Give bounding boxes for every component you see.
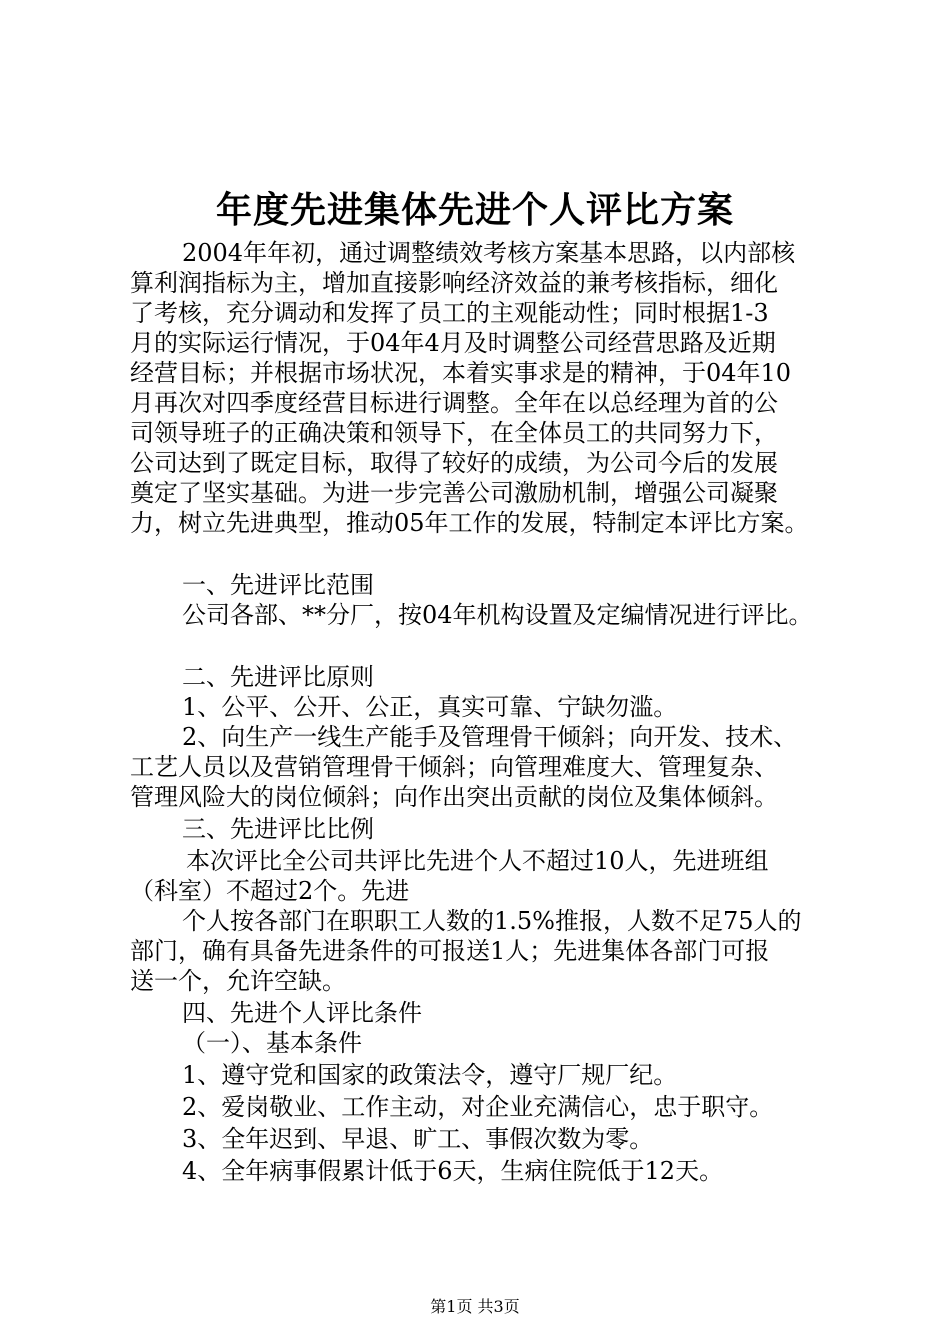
paragraph-line: 1、公平、公开、公正，真实可靠、宁缺勿滥。 <box>182 693 678 721</box>
paragraph-line: 月再次对四季度经营目标进行调整。全年在以总经理为首的公 <box>130 389 778 417</box>
list-item: 2、爱岗敬业、工作主动，对企业充满信心，忠于职守。 <box>182 1093 774 1121</box>
section-heading: 三、先进评比比例 <box>182 815 374 843</box>
list-item: 3、全年迟到、早退、旷工、事假次数为零。 <box>182 1125 654 1153</box>
paragraph-line: 了考核，充分调动和发挥了员工的主观能动性；同时根据1-3 <box>130 299 769 327</box>
subsection-heading: （一）、基本条件 <box>182 1029 362 1057</box>
page-footer: 第1页 共3页 <box>430 1297 520 1316</box>
paragraph-line: 公司达到了既定目标，取得了较好的成绩，为公司今后的发展 <box>130 449 778 477</box>
paragraph-line: （科室）不超过2个。先进 <box>130 877 410 905</box>
paragraph-line: 公司各部、**分厂，按04年机构设置及定编情况进行评比。 <box>182 601 813 629</box>
paragraph-line: 部门，确有具备先进条件的可报送1人；先进集体各部门可报 <box>130 937 770 965</box>
paragraph-line: 工艺人员以及营销管理骨干倾斜；向管理难度大、管理复杂、 <box>130 753 778 781</box>
paragraph-line: 司领导班子的正确决策和领导下，在全体员工的共同努力下， <box>130 419 778 447</box>
paragraph-line: 力，树立先进典型，推动05年工作的发展，特制定本评比方案。 <box>130 509 809 537</box>
paragraph-line: 送一个，允许空缺。 <box>130 967 346 995</box>
paragraph-line: 月的实际运行情况，于04年4月及时调整公司经营思路及近期 <box>130 329 776 357</box>
list-item: 1、遵守党和国家的政策法令，遵守厂规厂纪。 <box>182 1061 678 1089</box>
section-heading: 二、先进评比原则 <box>182 663 374 691</box>
document-title: 年度先进集体先进个人评比方案 <box>215 189 734 231</box>
paragraph-line: 管理风险大的岗位倾斜；向作出突出贡献的岗位及集体倾斜。 <box>130 783 778 811</box>
paragraph-line: 算利润指标为主，增加直接影响经济效益的兼考核指标，细化 <box>130 269 778 297</box>
paragraph-line: 2004年年初，通过调整绩效考核方案基本思路，以内部核 <box>182 239 796 267</box>
paragraph-line: 本次评比全公司共评比先进个人不超过10人，先进班组 <box>186 847 769 875</box>
section-heading: 一、先进评比范围 <box>182 571 374 599</box>
list-item: 4、全年病事假累计低于6天，生病住院低于12天。 <box>182 1157 724 1185</box>
paragraph-line: 奠定了坚实基础。为进一步完善公司激励机制，增强公司凝聚 <box>130 479 778 507</box>
paragraph-line: 经营目标；并根据市场状况，本着实事求是的精神，于04年10 <box>130 359 792 387</box>
section-heading: 四、先进个人评比条件 <box>182 999 422 1027</box>
paragraph-line: 个人按各部门在职职工人数的1.5%推报，人数不足75人的 <box>182 907 802 935</box>
paragraph-line: 2、向生产一线生产能手及管理骨干倾斜；向开发、技术、 <box>182 723 798 751</box>
